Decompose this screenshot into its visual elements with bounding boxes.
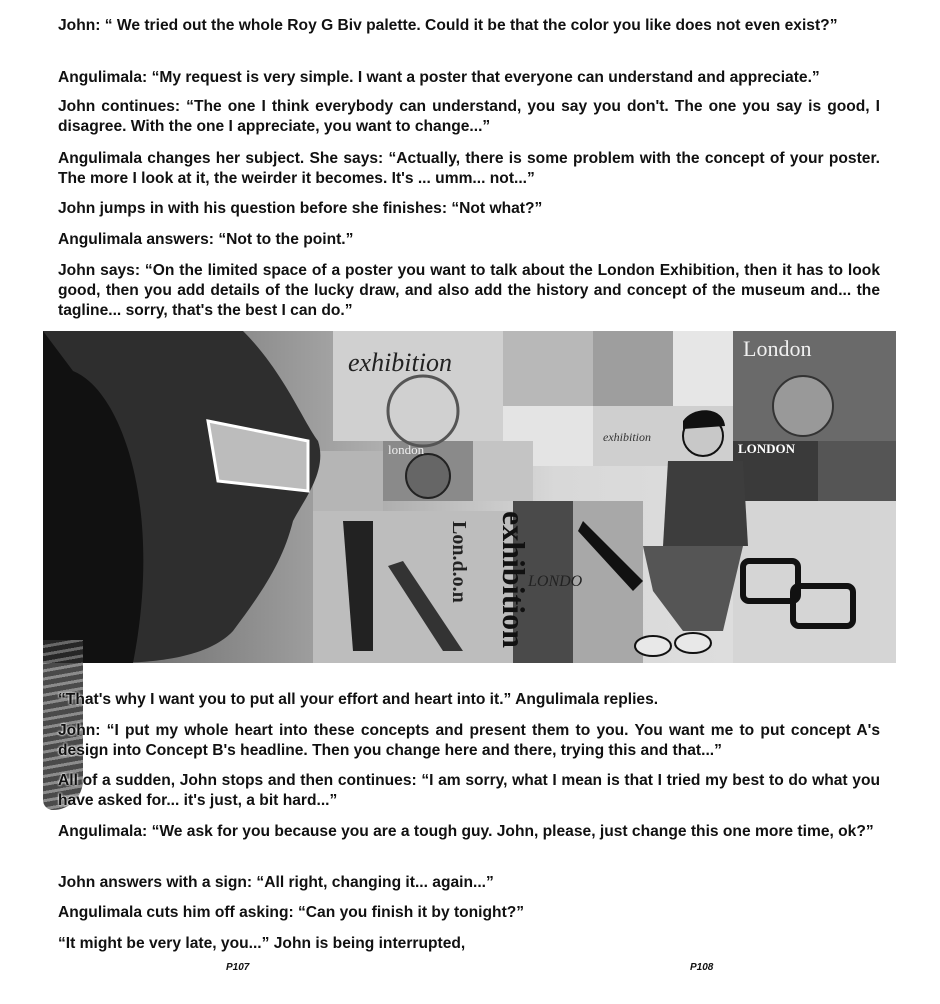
- dialogue-paragraph: John says: “On the limited space of a poster you want to talk about the London Exhibition, then it has to look good, then you add details of the lucky draw, and also add the history and concept of the museum and... the tagline... sorry, that's the best I can do.”: [58, 262, 880, 319]
- dialogue-paragraph: “That's why I want you to put all your effort and heart into it.” Angulimala replies.: [58, 691, 659, 708]
- poster-text: exhibition: [348, 348, 452, 377]
- dialogue-paragraph: “It might be very late, you...” John is being interrupted,: [58, 935, 466, 952]
- poster-tile: [673, 331, 733, 406]
- poster-text: Lon.d.o.n: [448, 521, 470, 603]
- poster-tile: [503, 331, 593, 406]
- poster-text: London: [743, 336, 812, 361]
- poster-text: exhibition: [603, 430, 651, 444]
- page-number-right: P108: [690, 962, 714, 973]
- dialogue-paragraph: John continues: “The one I think everybody can understand, you say you don't. The one you say is good, I disagree. With the one I appreciate, you want to change...”: [58, 98, 880, 135]
- poster-tile: [818, 441, 896, 501]
- poster-tile: [593, 331, 673, 406]
- john-shoe: [675, 633, 711, 653]
- poster-text: exhibition: [496, 511, 532, 648]
- dialogue-paragraph: John: “ We tried out the whole Roy G Biv palette. Could it be that the color you like does not even exist?”: [58, 17, 838, 34]
- sunburst-graphic: [773, 376, 833, 436]
- poster-tile: [313, 451, 383, 511]
- page-number-left: P107: [226, 962, 250, 973]
- dialogue-paragraph: John jumps in with his question before she finishes: “Not what?”: [58, 200, 543, 217]
- dialogue-paragraph: All of a sudden, John stops and then continues: “I am sorry, what I mean is that I tried my best to do what you have asked for... it's just, a bit hard...”: [58, 772, 880, 809]
- comic-illustration: [43, 331, 896, 663]
- dialogue-paragraph: John: “I put my whole heart into these concepts and present them to you. You want me to put concept A's design into Concept B's headline. Then you change here and there, trying this and that...”: [58, 722, 880, 759]
- john-legs: [643, 546, 743, 631]
- john-shoe: [635, 636, 671, 656]
- poster-tile: [473, 441, 533, 501]
- dialogue-paragraph: Angulimala answers: “Not to the point.”: [58, 231, 354, 248]
- poster-text: LONDON: [738, 441, 796, 456]
- dialogue-paragraph: John answers with a sign: “All right, changing it... again...”: [58, 874, 494, 891]
- dialogue-paragraph: Angulimala cuts him off asking: “Can you finish it by tonight?”: [58, 904, 525, 921]
- sunburst-graphic: [406, 454, 450, 498]
- poster-text: london: [388, 442, 425, 457]
- dialogue-paragraph: Angulimala: “We ask for you because you are a tough guy. John, please, just change this one more time, ok?”: [58, 823, 874, 840]
- poster-tile: [733, 501, 896, 663]
- dialogue-paragraph: Angulimala changes her subject. She says: “Actually, there is some problem with the concept of your poster. The more I look at it, the weirder it becomes. It's ... umm... not...”: [58, 150, 880, 187]
- dialogue-paragraph: Angulimala: “My request is very simple. I want a poster that everyone can understand and appreciate.”: [58, 69, 820, 86]
- poster-text: LONDO: [528, 573, 583, 590]
- john-sweater: [663, 461, 748, 546]
